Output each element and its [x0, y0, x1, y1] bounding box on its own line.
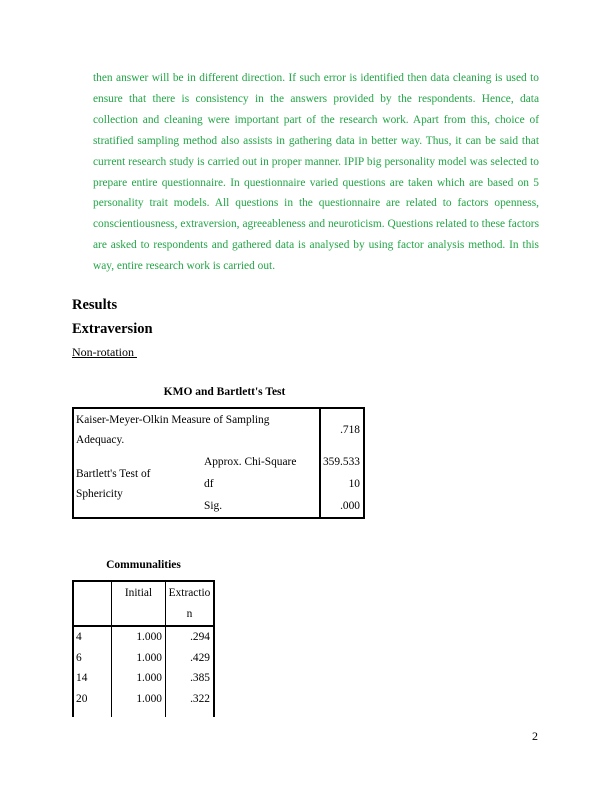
bartlett-label: Bartlett's Test of Sphericity: [76, 468, 151, 500]
continuation-cell: [112, 709, 166, 717]
communalities-header-row: [73, 581, 214, 626]
header-initial: Initial: [112, 581, 166, 626]
results-heading: Results: [72, 297, 118, 313]
df-label: df: [196, 473, 320, 495]
bartlett-row: [73, 451, 364, 473]
kmo-row: [73, 408, 364, 451]
header-empty: [73, 581, 112, 626]
table-continuation: [73, 709, 214, 717]
extraction-cell: .322: [190, 692, 210, 705]
kmo-table-title: KMO and Bartlett's Test: [163, 386, 286, 398]
table-row: [73, 668, 214, 689]
table-row: [73, 648, 214, 669]
table-row: [73, 689, 214, 710]
initial-cell: 1.000: [112, 689, 166, 710]
non-rotation-subheading: Non-rotation: [72, 345, 137, 359]
table-row: [73, 626, 214, 648]
item-cell: 14: [73, 668, 112, 689]
communalities-title: Communalities: [106, 559, 181, 571]
header-extraction: Extractio n: [166, 581, 215, 626]
initial-cell: 1.000: [112, 668, 166, 689]
chi-square-label: Approx. Chi-Square: [196, 451, 320, 473]
body-paragraph: then answer will be in different direction. If such error is identified then data cleaning is used to ensure that there is consistency in the answers provided by the respondents. Hence, data collection and cleaning were important part of the research work. Apart from this, choice of stratified sampling method also assists in gathering data in better way. Thus, it can be said that current research study is carried out in proper manner. IPIP big personality model was selected to prepare entire questionnaire. In questionnaire varied questions are taken which are based on 5 personality trait models. All questions in the questionnaire are related to factors openness, conscientiousness, extraversion, agreeableness and neuroticism. Questions related to these factors are asked to respondents and gathered data is analysed by using factor analysis method. In this way, entire research work is carried out.: [93, 72, 539, 273]
kmo-bartlett-table: [72, 407, 365, 519]
df-value: 10: [348, 478, 360, 490]
chi-square-value: 359.533: [322, 456, 360, 468]
item-cell: 20: [73, 689, 112, 710]
communalities-table: [72, 580, 215, 717]
extraction-cell: .385: [190, 672, 210, 685]
extraction-cell: .294: [190, 631, 210, 644]
item-cell: 4: [73, 626, 112, 648]
continuation-cell: [73, 709, 112, 717]
kmo-value: .718: [340, 424, 360, 436]
initial-cell: 1.000: [112, 626, 166, 648]
page-number: 2: [532, 729, 538, 743]
extraction-cell: .429: [190, 651, 210, 664]
sig-label: Sig.: [196, 495, 320, 518]
sig-value: .000: [340, 500, 360, 512]
continuation-cell: [166, 709, 215, 717]
extraversion-heading: Extraversion: [72, 321, 153, 337]
initial-cell: 1.000: [112, 648, 166, 669]
item-cell: 6: [73, 648, 112, 669]
kmo-label: Kaiser-Meyer-Olkin Measure of Sampling Adequacy.: [73, 408, 320, 451]
